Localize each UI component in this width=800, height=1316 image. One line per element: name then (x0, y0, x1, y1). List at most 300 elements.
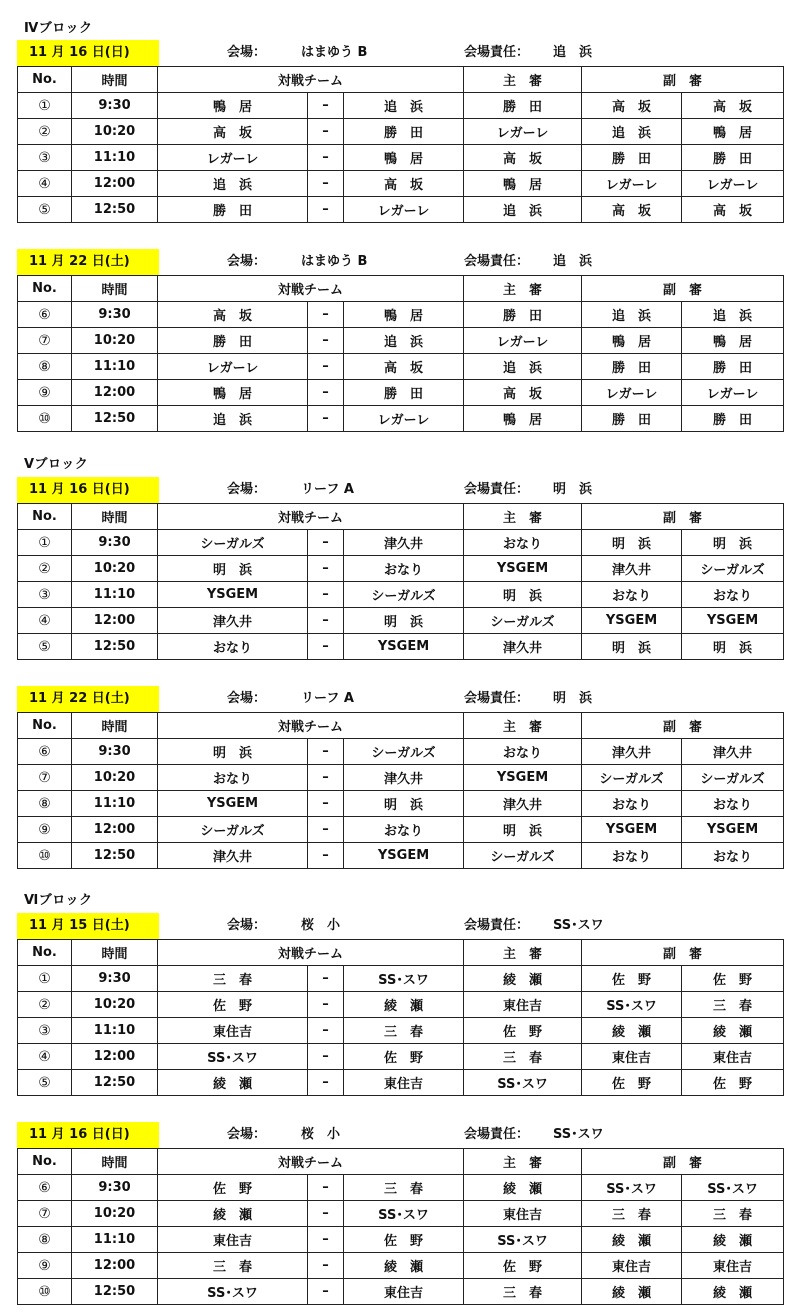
block-title: Ⅵブロック (24, 893, 93, 908)
table-row (18, 582, 784, 608)
chief-referee: シーガルズ (464, 608, 582, 634)
away-team: 三 春 (344, 1175, 464, 1201)
venue-manager-label: 会場責任： (464, 254, 530, 269)
match-number: ⑦ (18, 765, 72, 791)
chief-referee: 鴨 居 (464, 406, 582, 432)
assistant-referee-1: 東住吉 (582, 1253, 682, 1279)
chief-referee: 明 浜 (464, 582, 582, 608)
vs-dash: – (308, 197, 344, 223)
section-header (17, 40, 783, 66)
vs-dash: – (308, 765, 344, 791)
venue-manager: 追 浜 (553, 254, 593, 269)
assistant-referee-1: おなり (582, 843, 682, 869)
match-date: 11 月 22 日(土) (17, 686, 159, 712)
assistant-referee-1: 追 浜 (582, 119, 682, 145)
section-header (17, 477, 783, 503)
block-title: Ⅳブロック (24, 21, 93, 36)
assistant-referee-2: レガーレ (682, 171, 784, 197)
venue-label: 会場： (227, 1127, 267, 1142)
home-team: 追 浜 (158, 406, 308, 432)
schedule-section (17, 686, 783, 869)
chief-referee: 綾 瀬 (464, 1175, 582, 1201)
table-row (18, 791, 784, 817)
match-time: 10:20 (72, 765, 158, 791)
match-number: ⑥ (18, 302, 72, 328)
header-assistant-referees: 副 審 (582, 504, 784, 530)
away-team: 明 浜 (344, 791, 464, 817)
assistant-referee-1: 勝 田 (582, 406, 682, 432)
chief-referee: 東住吉 (464, 1201, 582, 1227)
assistant-referee-1: SS･スワ (582, 992, 682, 1018)
match-number: ⑥ (18, 1175, 72, 1201)
away-team: 鴨 居 (344, 145, 464, 171)
header-teams: 対戦チーム (158, 940, 464, 966)
vs-dash: – (308, 791, 344, 817)
home-team: シーガルズ (158, 817, 308, 843)
match-time: 12:50 (72, 406, 158, 432)
away-team: 高 坂 (344, 354, 464, 380)
away-team: おなり (344, 817, 464, 843)
vs-dash: – (308, 171, 344, 197)
match-time: 12:50 (72, 634, 158, 660)
header-no: No. (18, 940, 72, 966)
vs-dash: – (308, 843, 344, 869)
match-table (17, 939, 784, 1096)
table-row (18, 608, 784, 634)
vs-dash: – (308, 93, 344, 119)
match-time: 11:10 (72, 791, 158, 817)
header-no: No. (18, 276, 72, 302)
home-team: 東住吉 (158, 1018, 308, 1044)
assistant-referee-1: YSGEM (582, 608, 682, 634)
chief-referee: SS･スワ (464, 1070, 582, 1096)
header-time: 時間 (72, 1149, 158, 1175)
chief-referee: 高 坂 (464, 380, 582, 406)
home-team: 勝 田 (158, 197, 308, 223)
table-row (18, 1227, 784, 1253)
away-team: 三 春 (344, 1018, 464, 1044)
match-time: 12:50 (72, 843, 158, 869)
assistant-referee-2: 佐 野 (682, 966, 784, 992)
header-chief-referee: 主 審 (464, 67, 582, 93)
section-header (17, 686, 783, 712)
away-team: 東住吉 (344, 1070, 464, 1096)
match-time: 12:00 (72, 380, 158, 406)
venue-manager-label: 会場責任： (464, 482, 530, 497)
chief-referee: 東住吉 (464, 992, 582, 1018)
chief-referee: 綾 瀬 (464, 966, 582, 992)
venue-manager: 追 浜 (553, 45, 593, 60)
assistant-referee-2: おなり (682, 582, 784, 608)
table-row (18, 380, 784, 406)
venue-manager: SS･スワ (553, 1127, 604, 1142)
venue-label: 会場： (227, 254, 267, 269)
match-time: 12:50 (72, 1279, 158, 1305)
home-team: 三 春 (158, 966, 308, 992)
away-team: 追 浜 (344, 93, 464, 119)
match-time: 9:30 (72, 739, 158, 765)
home-team: 明 浜 (158, 556, 308, 582)
match-number: ⑧ (18, 791, 72, 817)
venue-manager-label: 会場責任： (464, 691, 530, 706)
assistant-referee-1: 明 浜 (582, 634, 682, 660)
home-team: 津久井 (158, 843, 308, 869)
home-team: 東住吉 (158, 1227, 308, 1253)
assistant-referee-1: SS･スワ (582, 1175, 682, 1201)
venue-label: 会場： (227, 45, 267, 60)
away-team: シーガルズ (344, 739, 464, 765)
table-row (18, 1018, 784, 1044)
away-team: レガーレ (344, 197, 464, 223)
home-team: SS･スワ (158, 1279, 308, 1305)
assistant-referee-1: 佐 野 (582, 966, 682, 992)
away-team: 佐 野 (344, 1044, 464, 1070)
schedule-section (17, 913, 783, 1096)
match-time: 12:00 (72, 171, 158, 197)
assistant-referee-2: 綾 瀬 (682, 1227, 784, 1253)
chief-referee: 津久井 (464, 634, 582, 660)
venue-manager-label: 会場責任： (464, 918, 530, 933)
table-row (18, 302, 784, 328)
home-team: 綾 瀬 (158, 1070, 308, 1096)
assistant-referee-2: 津久井 (682, 739, 784, 765)
header-time: 時間 (72, 504, 158, 530)
match-table (17, 66, 784, 223)
match-number: ④ (18, 1044, 72, 1070)
home-team: 綾 瀬 (158, 1201, 308, 1227)
away-team: レガーレ (344, 406, 464, 432)
assistant-referee-2: 東住吉 (682, 1044, 784, 1070)
table-row (18, 1279, 784, 1305)
venue-name: 桜 小 (301, 918, 341, 933)
chief-referee: 津久井 (464, 791, 582, 817)
header-teams: 対戦チーム (158, 713, 464, 739)
assistant-referee-2: シーガルズ (682, 556, 784, 582)
match-number: ⑧ (18, 1227, 72, 1253)
chief-referee: シーガルズ (464, 843, 582, 869)
home-team: SS･スワ (158, 1044, 308, 1070)
venue-name: はまゆう B (301, 45, 368, 60)
match-time: 12:50 (72, 197, 158, 223)
match-number: ① (18, 530, 72, 556)
table-header-row (18, 1149, 784, 1175)
header-assistant-referees: 副 審 (582, 1149, 784, 1175)
header-chief-referee: 主 審 (464, 713, 582, 739)
home-team: 佐 野 (158, 992, 308, 1018)
venue-manager-label: 会場責任： (464, 45, 530, 60)
match-number: ⑦ (18, 328, 72, 354)
away-team: SS･スワ (344, 966, 464, 992)
away-team: 津久井 (344, 765, 464, 791)
chief-referee: 佐 野 (464, 1018, 582, 1044)
vs-dash: – (308, 145, 344, 171)
vs-dash: – (308, 556, 344, 582)
block-title: Ⅴブロック (24, 457, 89, 472)
assistant-referee-1: YSGEM (582, 817, 682, 843)
match-number: ⑩ (18, 1279, 72, 1305)
assistant-referee-2: YSGEM (682, 817, 784, 843)
table-row (18, 1070, 784, 1096)
vs-dash: – (308, 302, 344, 328)
assistant-referee-1: 勝 田 (582, 354, 682, 380)
assistant-referee-2: 三 春 (682, 992, 784, 1018)
home-team: レガーレ (158, 145, 308, 171)
schedule-section (17, 1122, 783, 1305)
assistant-referee-1: 綾 瀬 (582, 1018, 682, 1044)
header-chief-referee: 主 審 (464, 940, 582, 966)
header-assistant-referees: 副 審 (582, 940, 784, 966)
home-team: 高 坂 (158, 302, 308, 328)
match-time: 9:30 (72, 966, 158, 992)
assistant-referee-2: 明 浜 (682, 530, 784, 556)
table-row (18, 817, 784, 843)
table-row (18, 739, 784, 765)
venue-name: 桜 小 (301, 1127, 341, 1142)
assistant-referee-1: 綾 瀬 (582, 1279, 682, 1305)
match-number: ⑦ (18, 1201, 72, 1227)
header-teams: 対戦チーム (158, 1149, 464, 1175)
assistant-referee-2: SS･スワ (682, 1175, 784, 1201)
chief-referee: 高 坂 (464, 145, 582, 171)
schedule-section (17, 249, 783, 432)
venue-label: 会場： (227, 482, 267, 497)
header-teams: 対戦チーム (158, 67, 464, 93)
table-header-row (18, 276, 784, 302)
header-teams: 対戦チーム (158, 276, 464, 302)
home-team: 鴨 居 (158, 93, 308, 119)
match-number: ② (18, 556, 72, 582)
home-team: おなり (158, 634, 308, 660)
header-no: No. (18, 713, 72, 739)
away-team: シーガルズ (344, 582, 464, 608)
match-number: ③ (18, 582, 72, 608)
home-team: YSGEM (158, 791, 308, 817)
chief-referee: 追 浜 (464, 197, 582, 223)
match-number: ⑤ (18, 1070, 72, 1096)
assistant-referee-2: 勝 田 (682, 406, 784, 432)
match-time: 12:00 (72, 608, 158, 634)
venue-name: はまゆう B (301, 254, 368, 269)
vs-dash: – (308, 1279, 344, 1305)
header-chief-referee: 主 審 (464, 504, 582, 530)
chief-referee: 明 浜 (464, 817, 582, 843)
away-team: 勝 田 (344, 119, 464, 145)
assistant-referee-1: 三 春 (582, 1201, 682, 1227)
match-number: ⑥ (18, 739, 72, 765)
table-row (18, 354, 784, 380)
match-time: 11:10 (72, 145, 158, 171)
header-no: No. (18, 504, 72, 530)
assistant-referee-2: 追 浜 (682, 302, 784, 328)
away-team: SS･スワ (344, 1201, 464, 1227)
assistant-referee-2: 東住吉 (682, 1253, 784, 1279)
vs-dash: – (308, 608, 344, 634)
header-time: 時間 (72, 67, 158, 93)
assistant-referee-1: 綾 瀬 (582, 1227, 682, 1253)
match-time: 9:30 (72, 302, 158, 328)
match-table (17, 712, 784, 869)
table-row (18, 634, 784, 660)
assistant-referee-2: 明 浜 (682, 634, 784, 660)
match-time: 12:00 (72, 1253, 158, 1279)
header-time: 時間 (72, 940, 158, 966)
section-header (17, 1122, 783, 1148)
assistant-referee-2: 勝 田 (682, 145, 784, 171)
table-header-row (18, 67, 784, 93)
match-number: ⑧ (18, 354, 72, 380)
match-number: ② (18, 992, 72, 1018)
vs-dash: – (308, 739, 344, 765)
header-chief-referee: 主 審 (464, 276, 582, 302)
venue-manager: 明 浜 (553, 691, 593, 706)
table-row (18, 171, 784, 197)
vs-dash: – (308, 354, 344, 380)
assistant-referee-1: おなり (582, 582, 682, 608)
table-row (18, 1253, 784, 1279)
home-team: 佐 野 (158, 1175, 308, 1201)
vs-dash: – (308, 1227, 344, 1253)
assistant-referee-2: シーガルズ (682, 765, 784, 791)
venue-label: 会場： (227, 918, 267, 933)
table-row (18, 328, 784, 354)
assistant-referee-1: 追 浜 (582, 302, 682, 328)
assistant-referee-2: レガーレ (682, 380, 784, 406)
match-number: ⑤ (18, 634, 72, 660)
assistant-referee-1: シーガルズ (582, 765, 682, 791)
chief-referee: レガーレ (464, 119, 582, 145)
assistant-referee-1: 明 浜 (582, 530, 682, 556)
away-team: 佐 野 (344, 1227, 464, 1253)
assistant-referee-1: レガーレ (582, 380, 682, 406)
away-team: 勝 田 (344, 380, 464, 406)
vs-dash: – (308, 1070, 344, 1096)
chief-referee: 勝 田 (464, 302, 582, 328)
assistant-referee-1: 佐 野 (582, 1070, 682, 1096)
header-time: 時間 (72, 713, 158, 739)
home-team: 津久井 (158, 608, 308, 634)
match-number: ⑨ (18, 380, 72, 406)
home-team: 高 坂 (158, 119, 308, 145)
assistant-referee-2: 高 坂 (682, 197, 784, 223)
home-team: レガーレ (158, 354, 308, 380)
table-row (18, 1044, 784, 1070)
section-header (17, 249, 783, 275)
match-number: ④ (18, 171, 72, 197)
vs-dash: – (308, 406, 344, 432)
vs-dash: – (308, 817, 344, 843)
home-team: 追 浜 (158, 171, 308, 197)
match-date: 11 月 16 日(日) (17, 40, 159, 66)
assistant-referee-2: 佐 野 (682, 1070, 784, 1096)
header-teams: 対戦チーム (158, 504, 464, 530)
venue-manager: SS･スワ (553, 918, 604, 933)
table-row (18, 1201, 784, 1227)
chief-referee: レガーレ (464, 328, 582, 354)
match-time: 10:20 (72, 1201, 158, 1227)
chief-referee: 佐 野 (464, 1253, 582, 1279)
vs-dash: – (308, 992, 344, 1018)
chief-referee: 勝 田 (464, 93, 582, 119)
table-row (18, 406, 784, 432)
match-time: 10:20 (72, 119, 158, 145)
away-team: 綾 瀬 (344, 1253, 464, 1279)
match-number: ⑩ (18, 843, 72, 869)
assistant-referee-1: 津久井 (582, 556, 682, 582)
home-team: 鴨 居 (158, 380, 308, 406)
table-row (18, 966, 784, 992)
table-row (18, 556, 784, 582)
vs-dash: – (308, 530, 344, 556)
header-time: 時間 (72, 276, 158, 302)
match-time: 11:10 (72, 582, 158, 608)
home-team: おなり (158, 765, 308, 791)
match-number: ① (18, 93, 72, 119)
match-time: 10:20 (72, 328, 158, 354)
table-row (18, 197, 784, 223)
section-header (17, 913, 783, 939)
schedule-section (17, 477, 783, 660)
venue-name: リーフ A (301, 691, 354, 706)
table-row (18, 765, 784, 791)
header-chief-referee: 主 審 (464, 1149, 582, 1175)
match-number: ① (18, 966, 72, 992)
chief-referee: 三 春 (464, 1044, 582, 1070)
away-team: おなり (344, 556, 464, 582)
table-row (18, 530, 784, 556)
venue-manager: 明 浜 (553, 482, 593, 497)
vs-dash: – (308, 1044, 344, 1070)
assistant-referee-2: おなり (682, 843, 784, 869)
assistant-referee-2: 鴨 居 (682, 328, 784, 354)
match-table (17, 1148, 784, 1305)
match-time: 11:10 (72, 1018, 158, 1044)
match-time: 12:00 (72, 817, 158, 843)
venue-name: リーフ A (301, 482, 354, 497)
vs-dash: – (308, 119, 344, 145)
match-number: ② (18, 119, 72, 145)
assistant-referee-2: 三 春 (682, 1201, 784, 1227)
chief-referee: おなり (464, 739, 582, 765)
away-team: 鴨 居 (344, 302, 464, 328)
away-team: 明 浜 (344, 608, 464, 634)
assistant-referee-1: 津久井 (582, 739, 682, 765)
match-number: ④ (18, 608, 72, 634)
home-team: 三 春 (158, 1253, 308, 1279)
match-number: ⑤ (18, 197, 72, 223)
away-team: YSGEM (344, 843, 464, 869)
match-time: 9:30 (72, 93, 158, 119)
home-team: シーガルズ (158, 530, 308, 556)
away-team: 綾 瀬 (344, 992, 464, 1018)
chief-referee: おなり (464, 530, 582, 556)
vs-dash: – (308, 1175, 344, 1201)
vs-dash: – (308, 1201, 344, 1227)
vs-dash: – (308, 1018, 344, 1044)
assistant-referee-2: 綾 瀬 (682, 1018, 784, 1044)
home-team: YSGEM (158, 582, 308, 608)
table-row (18, 843, 784, 869)
vs-dash: – (308, 328, 344, 354)
header-assistant-referees: 副 審 (582, 67, 784, 93)
vs-dash: – (308, 380, 344, 406)
venue-label: 会場： (227, 691, 267, 706)
match-time: 10:20 (72, 556, 158, 582)
match-number: ③ (18, 1018, 72, 1044)
match-time: 11:10 (72, 1227, 158, 1253)
table-header-row (18, 713, 784, 739)
table-row (18, 93, 784, 119)
home-team: 勝 田 (158, 328, 308, 354)
